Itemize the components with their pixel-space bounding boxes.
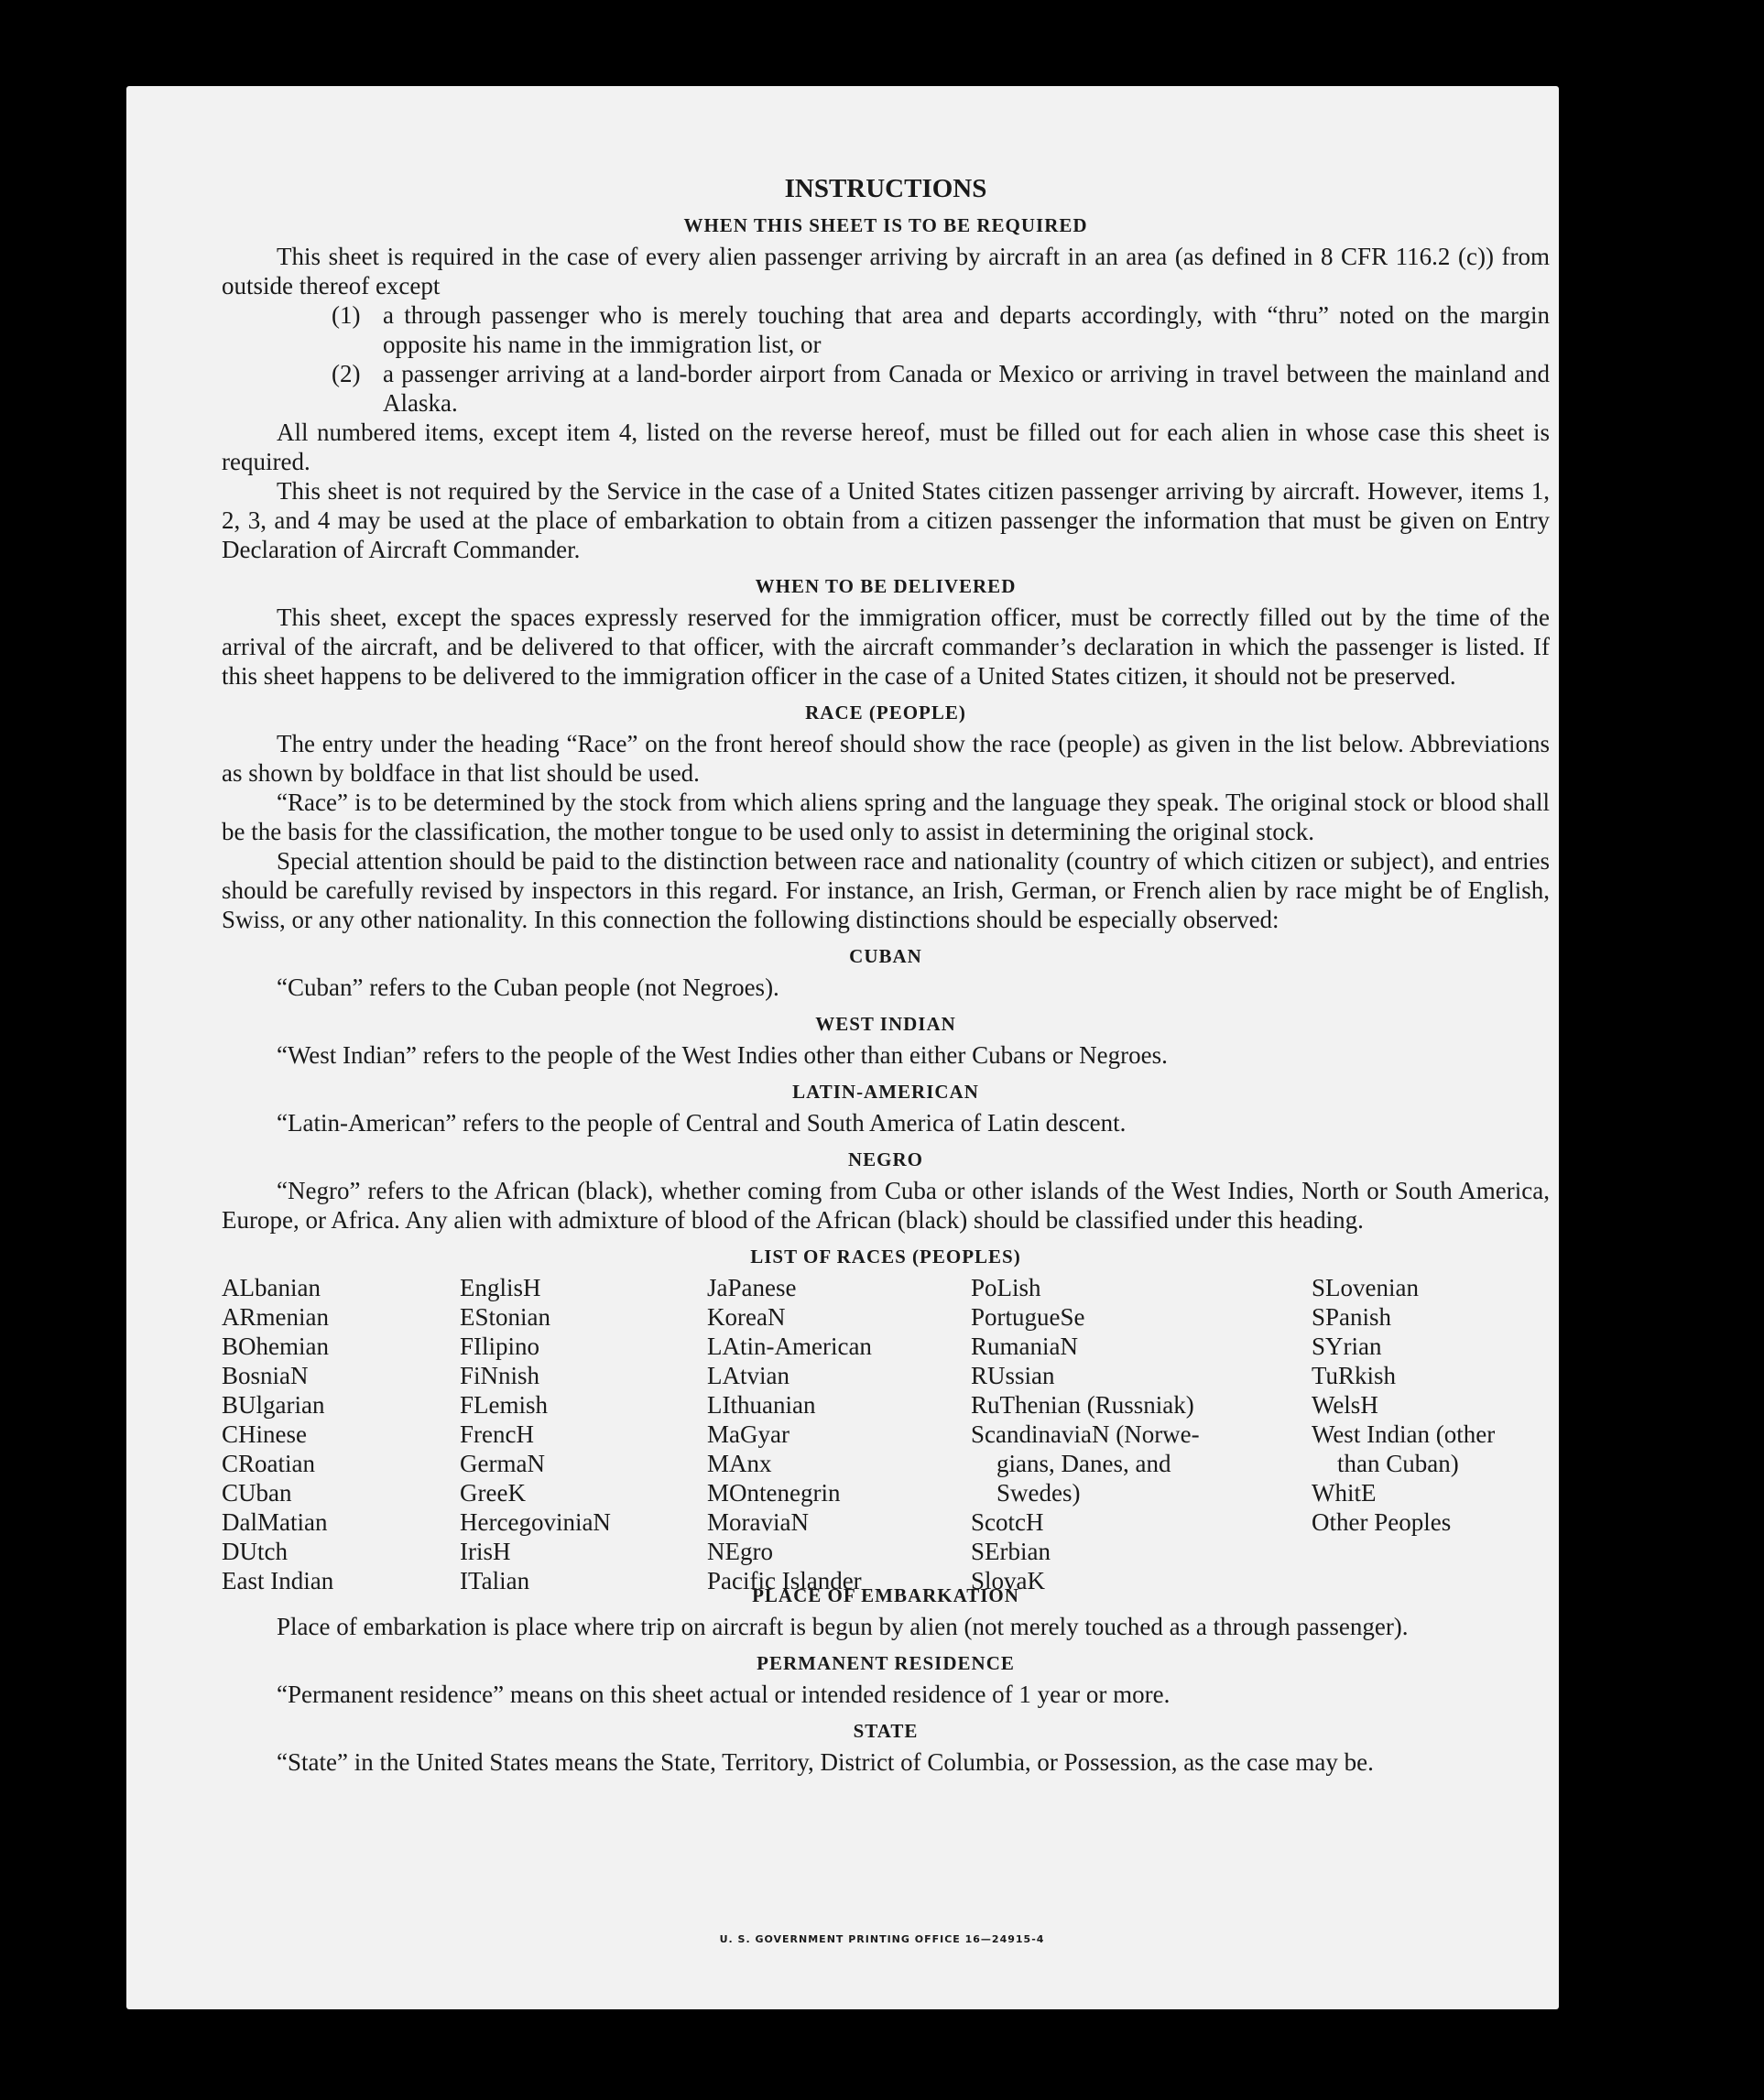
paragraph: This sheet, except the spaces expressly reserved for the immigration officer, must be correctly filled out by the time of the arrival of the aircraft, and be delivered to that officer, with the aircraft commander’s declaration in which the passenger is listed. If this sheet happens to be delivered to the immigration officer in the case of a United States citizen, it should not be preserved. bbox=[222, 604, 1550, 690]
heading-west-indian: WEST INDIAN bbox=[815, 1013, 956, 1035]
race-entry: ScotcH bbox=[971, 1508, 1044, 1536]
paragraph: Place of embarkation is place where trip on aircraft is begun by alien (not merely touched as a through passenger). bbox=[277, 1613, 1409, 1640]
race-entry: BosniaN bbox=[222, 1362, 309, 1389]
race-entry: WhitE bbox=[1312, 1479, 1377, 1507]
heading-place-of-embarkation: PLACE OF EMBARKATION bbox=[752, 1584, 1019, 1606]
paragraph: “Latin-American” refers to the people of Central and South America of Latin descent. bbox=[277, 1109, 1127, 1137]
race-entry: JaPanese bbox=[707, 1274, 797, 1301]
race-entry: DUtch bbox=[222, 1538, 288, 1565]
races-column-2 bbox=[460, 1273, 611, 1595]
races-list bbox=[222, 1273, 1550, 1594]
item-number: (1) bbox=[332, 301, 361, 329]
race-entry: NEgro bbox=[707, 1538, 773, 1565]
race-entry: than Cuban) bbox=[1337, 1450, 1459, 1477]
race-entry: Pacific Islander bbox=[707, 1567, 862, 1594]
race-entry: IrisH bbox=[460, 1538, 511, 1565]
race-entry: FLemish bbox=[460, 1391, 549, 1419]
races-column-1 bbox=[222, 1273, 333, 1595]
page-title: INSTRUCTIONS bbox=[784, 174, 987, 203]
heading-race: RACE (PEOPLE) bbox=[805, 702, 966, 724]
paragraph: The entry under the heading “Race” on the front hereof should show the race (people) as given in the list below. Abbreviations as shown by boldface in that list should be used. bbox=[222, 730, 1550, 787]
race-entry: LIthuanian bbox=[707, 1391, 816, 1419]
heading-list-of-races: LIST OF RACES (PEOPLES) bbox=[750, 1246, 1021, 1268]
race-entry: GermaN bbox=[460, 1450, 545, 1477]
race-entry: ALbanian bbox=[222, 1274, 321, 1301]
races-column-5 bbox=[1312, 1273, 1495, 1537]
printing-office-footer: U. S. GOVERNMENT PRINTING OFFICE 16—24915-4 bbox=[719, 1933, 1045, 1945]
list-item bbox=[222, 359, 1550, 418]
race-entry: RumaniaN bbox=[971, 1333, 1078, 1360]
race-entry: SErbian bbox=[971, 1538, 1051, 1565]
paragraph: “Negro” refers to the African (black), whether coming from Cuba or other islands of the West Indies, North or South America, Europe, or Africa. Any alien with admixture of blood of the African (black) should be classified under this heading. bbox=[222, 1177, 1550, 1234]
heading-when-required: WHEN THIS SHEET IS TO BE REQUIRED bbox=[683, 214, 1088, 236]
race-entry: LAtvian bbox=[707, 1362, 789, 1389]
race-entry: TuRkish bbox=[1312, 1362, 1397, 1389]
races-column-4 bbox=[971, 1273, 1200, 1595]
race-entry: HercegoviniaN bbox=[460, 1508, 611, 1536]
paragraph: “Permanent residence” means on this sheet actual or intended residence of 1 year or more. bbox=[277, 1681, 1171, 1708]
heading-latin-american: LATIN-AMERICAN bbox=[792, 1081, 979, 1103]
instructions-content bbox=[222, 174, 1550, 1777]
paragraph: Special attention should be paid to the distinction between race and nationality (country of which citizen or subject), and entries should be carefully revised by inspectors in this regard. For instance, an Irish, German, or French alien by race might be of English, Swiss, or any other nationality. In this connection the following distinctions should be especially observed: bbox=[222, 847, 1550, 933]
race-entry: Swedes) bbox=[996, 1479, 1081, 1507]
race-entry: ITalian bbox=[460, 1567, 530, 1594]
race-entry: MOntenegrin bbox=[707, 1479, 841, 1507]
race-entry: West Indian (other bbox=[1312, 1420, 1496, 1448]
race-entry: FiNnish bbox=[460, 1362, 540, 1389]
races-column-3 bbox=[707, 1273, 872, 1595]
heading-permanent-residence: PERMANENT RESIDENCE bbox=[757, 1652, 1015, 1674]
paragraph: All numbered items, except item 4, listed on the reverse hereof, must be filled out for each alien in whose case this sheet is required. bbox=[222, 419, 1550, 475]
race-entry: DalMatian bbox=[222, 1508, 328, 1536]
race-entry: gians, Danes, and bbox=[996, 1450, 1171, 1477]
paragraph: This sheet is not required by the Service in the case of a United States citizen passenger arriving by aircraft. However, items 1, 2, 3, and 4 may be used at the place of embarkation to obtain from a citizen passenger the information that must be given on Entry Declaration of Aircraft Commander. bbox=[222, 477, 1550, 563]
item-text: a passenger arriving at a land-border airport from Canada or Mexico or arriving in travel between the mainland and Alaska. bbox=[383, 360, 1550, 417]
race-entry: EStonian bbox=[460, 1303, 550, 1331]
heading-state: STATE bbox=[853, 1720, 919, 1742]
race-entry: RUssian bbox=[971, 1362, 1055, 1389]
race-entry: BUlgarian bbox=[222, 1391, 325, 1419]
race-entry: ARmenian bbox=[222, 1303, 329, 1331]
race-entry: FrencH bbox=[460, 1420, 534, 1448]
race-entry: CUban bbox=[222, 1479, 292, 1507]
heading-negro: NEGRO bbox=[847, 1148, 923, 1170]
race-entry: CRoatian bbox=[222, 1450, 315, 1477]
race-entry: CHinese bbox=[222, 1420, 307, 1448]
heading-cuban: CUBAN bbox=[849, 945, 922, 967]
race-entry: EnglisH bbox=[460, 1274, 541, 1301]
race-entry: LAtin-American bbox=[707, 1333, 872, 1360]
race-entry: RuThenian (Russniak) bbox=[971, 1391, 1194, 1419]
race-entry: Other Peoples bbox=[1312, 1508, 1452, 1536]
paragraph: “Cuban” refers to the Cuban people (not Negroes). bbox=[277, 974, 779, 1001]
race-entry: SlovaK bbox=[971, 1567, 1045, 1594]
item-text: a through passenger who is merely touching that area and departs accordingly, with “thru” noted on the margin opposite his name in the immigration list, or bbox=[383, 301, 1550, 358]
race-entry: WelsH bbox=[1312, 1391, 1378, 1419]
race-entry: KoreaN bbox=[707, 1303, 786, 1331]
heading-when-delivered: WHEN TO BE DELIVERED bbox=[755, 575, 1017, 597]
race-entry: SYrian bbox=[1312, 1333, 1382, 1360]
list-item bbox=[222, 300, 1550, 359]
race-entry: MAnx bbox=[707, 1450, 772, 1477]
race-entry: SPanish bbox=[1312, 1303, 1392, 1331]
race-entry: PortugueSe bbox=[971, 1303, 1085, 1331]
paragraph: “State” in the United States means the State, Territory, District of Columbia, or Possession, as the case may be. bbox=[277, 1748, 1374, 1776]
race-entry: FIlipino bbox=[460, 1333, 540, 1360]
paragraph: This sheet is required in the case of every alien passenger arriving by aircraft in an area (as defined in 8 CFR 116.2 (c)) from outside thereof except bbox=[222, 243, 1550, 299]
paragraph: “West Indian” refers to the people of the West Indies other than either Cubans or Negroes. bbox=[277, 1041, 1168, 1069]
race-entry: ScandinaviaN (Norwe- bbox=[971, 1420, 1200, 1448]
race-entry: MaGyar bbox=[707, 1420, 789, 1448]
race-entry: BOhemian bbox=[222, 1333, 329, 1360]
race-entry: PoLish bbox=[971, 1274, 1041, 1301]
item-number: (2) bbox=[332, 360, 361, 387]
race-entry: SLovenian bbox=[1312, 1274, 1419, 1301]
race-entry: East Indian bbox=[222, 1567, 334, 1594]
race-entry: GreeK bbox=[460, 1479, 526, 1507]
paragraph: “Race” is to be determined by the stock from which aliens spring and the language they speak. The original stock or blood shall be the basis for the classification, the mother tongue to be used only to assist in determining the original stock. bbox=[222, 789, 1550, 845]
race-entry: MoraviaN bbox=[707, 1508, 809, 1536]
